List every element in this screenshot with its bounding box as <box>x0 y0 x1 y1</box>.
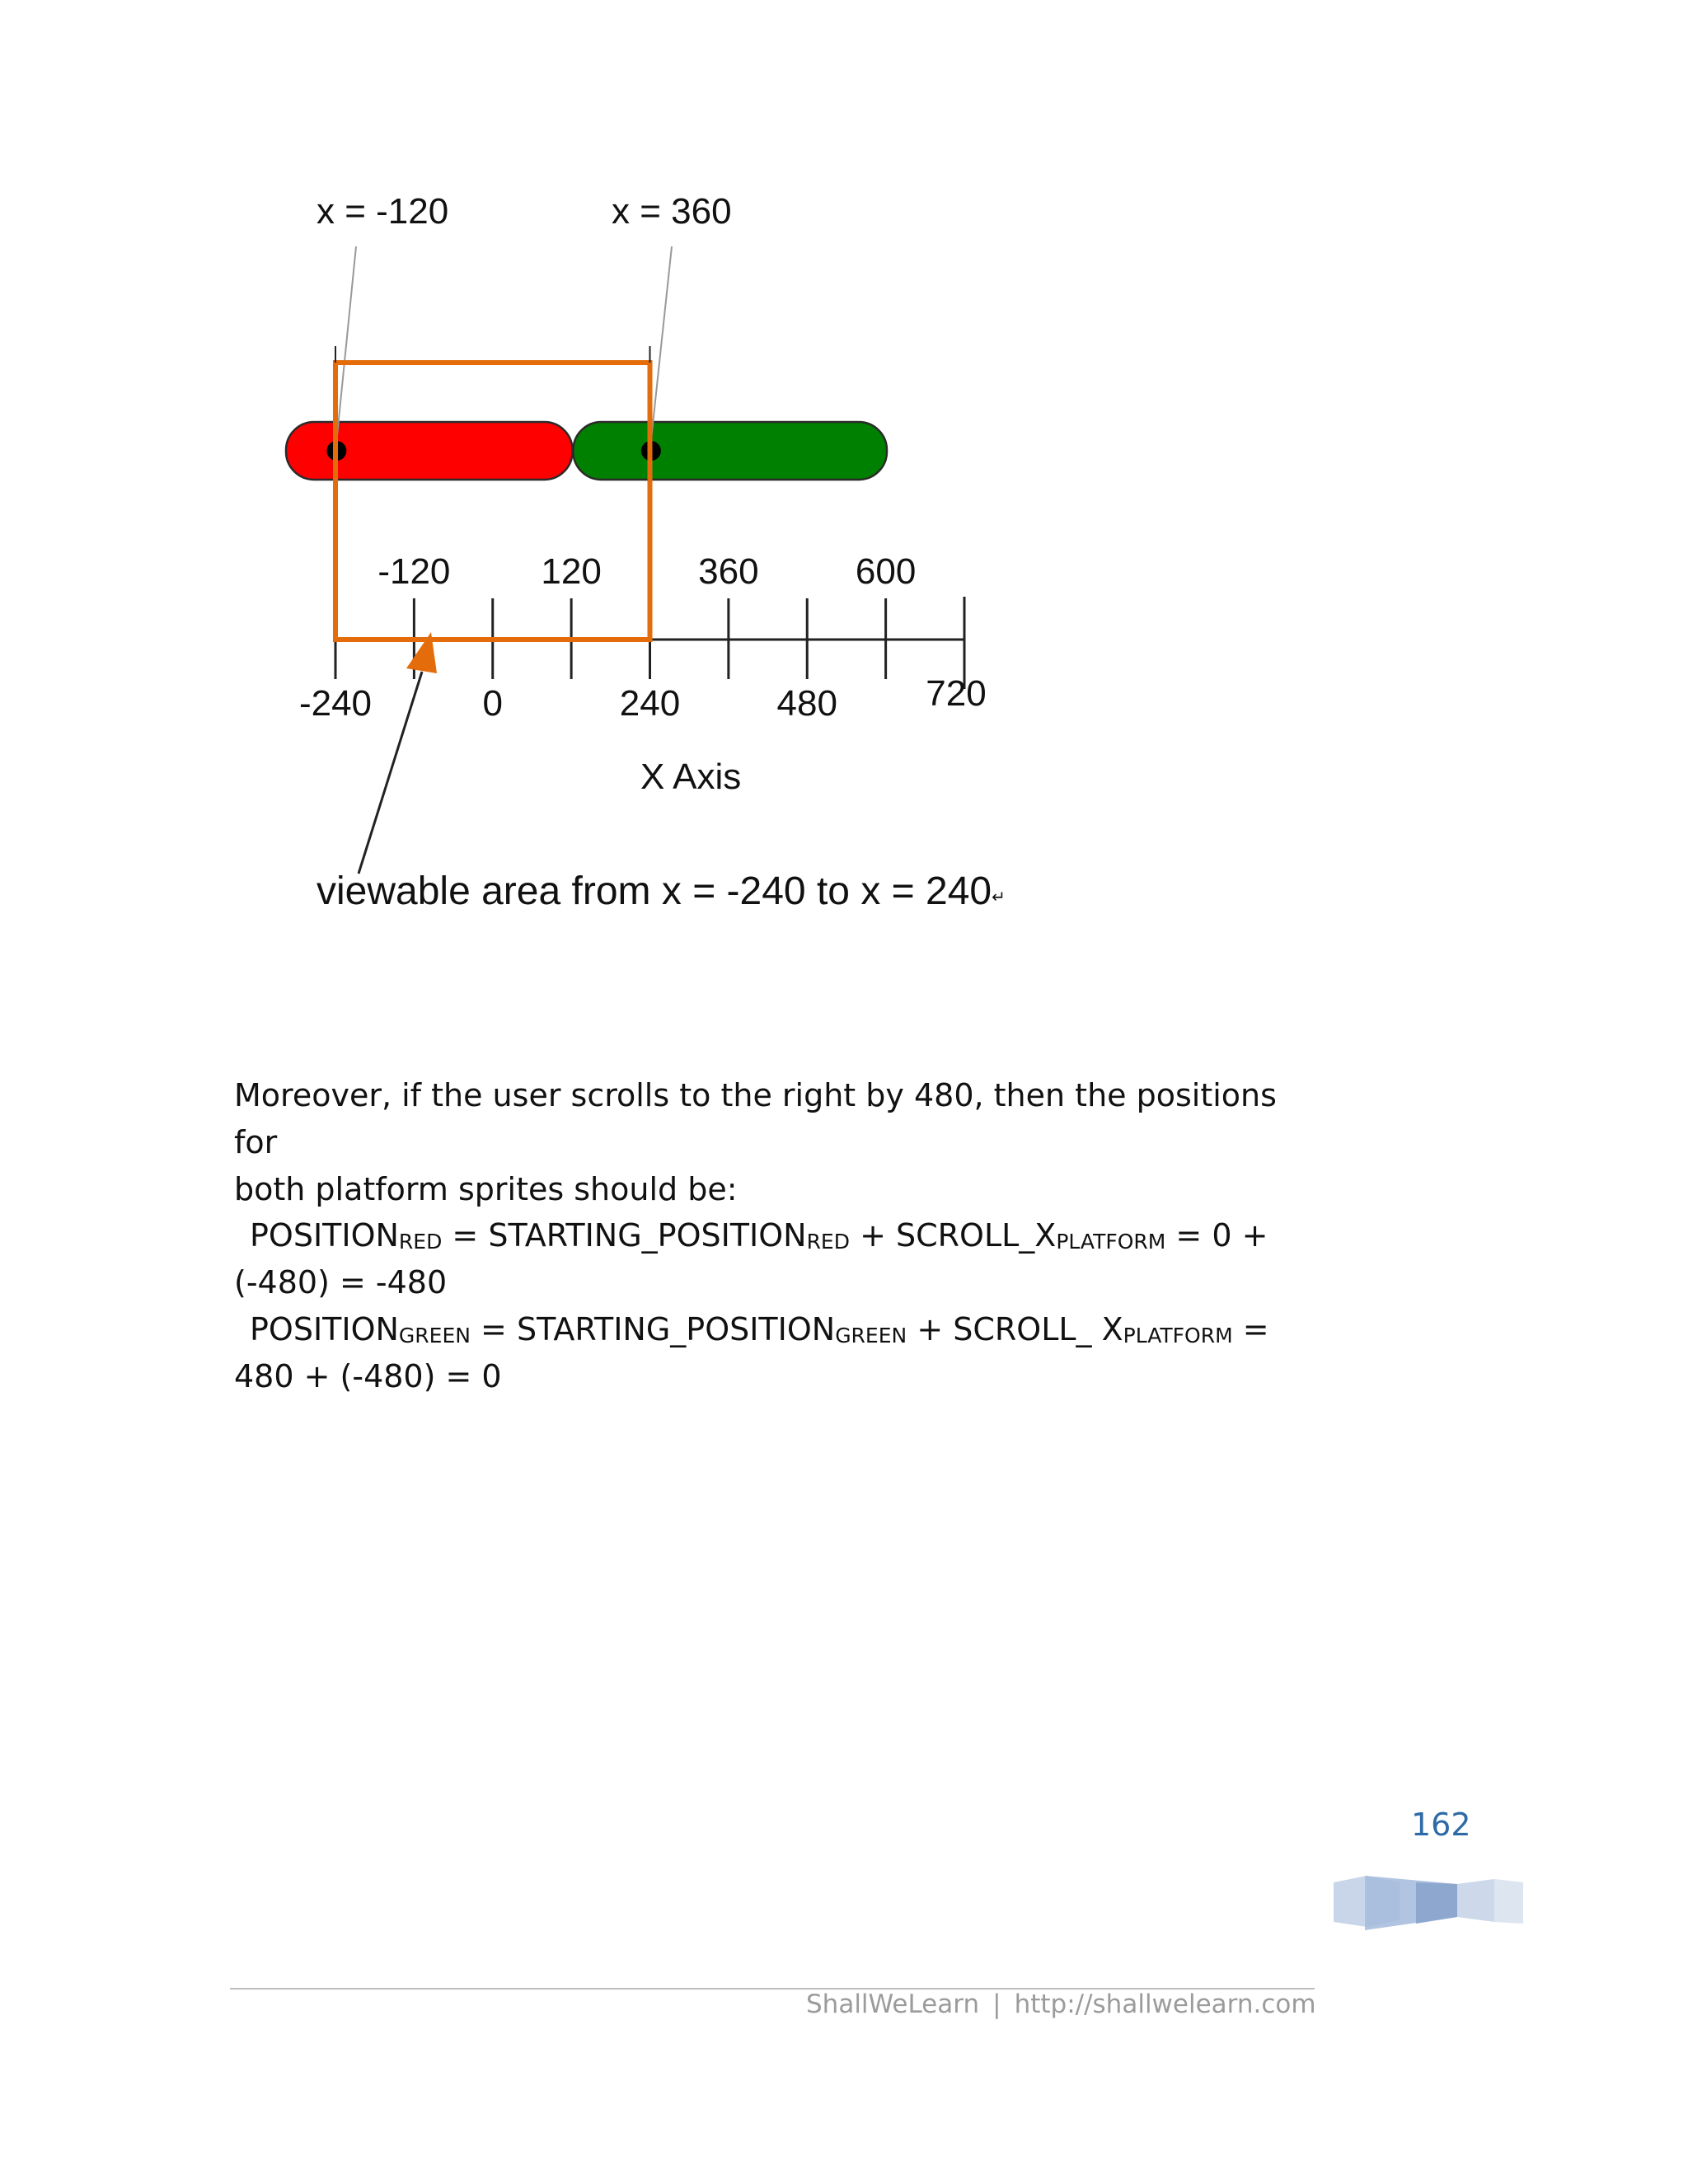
footer-url: http://shallwelearn.com <box>1014 1990 1316 2019</box>
page-tab-decoration <box>1334 1876 1523 1933</box>
eq-red-position-sub: RED <box>398 1230 443 1254</box>
platform-green <box>574 422 888 480</box>
viewable-area-box <box>335 363 650 640</box>
lower-tick-label: 240 <box>619 683 681 724</box>
equation-red <box>234 1212 1314 1306</box>
eq-green-plus: + <box>907 1311 954 1347</box>
upper-tick-label: 360 <box>698 551 759 592</box>
eq-red-equals: = <box>442 1217 489 1254</box>
eq-red-starting: STARTING_POSITION <box>488 1217 807 1254</box>
eq-red-plus: + <box>849 1217 896 1254</box>
lower-tick-label: -240 <box>298 683 373 724</box>
caption-text: viewable area from x = -240 to x = 240 <box>316 869 992 913</box>
equation-green <box>234 1306 1314 1400</box>
eq-red-line-2: (-480) = -480 <box>234 1264 448 1301</box>
callout-label: x = 360 <box>612 191 732 232</box>
upper-tick-label: 600 <box>855 551 917 592</box>
upper-tick-label: -120 <box>377 551 451 592</box>
figure-caption <box>316 869 1006 913</box>
platform-position-diagram <box>231 177 1006 935</box>
eq-green-tail: = <box>1232 1311 1269 1347</box>
eq-green-scroll-sub: PLATFORM <box>1123 1324 1233 1347</box>
callout-leader <box>336 246 356 441</box>
eq-green-position: POSITION <box>250 1311 399 1347</box>
eq-green-starting: STARTING_POSITION <box>516 1311 836 1347</box>
page-footer <box>806 1990 1316 2019</box>
axis-title: X Axis <box>640 757 742 797</box>
eq-green-scroll: SCROLL_ X <box>953 1311 1123 1347</box>
diagram-canvas <box>231 177 1006 935</box>
intro-line-2: both platform sprites should be: <box>234 1171 738 1207</box>
eq-red-tail: = 0 + <box>1165 1217 1268 1254</box>
lower-tick-label: 480 <box>776 683 837 724</box>
footer-separator: | <box>992 1990 1001 2019</box>
return-mark: ↵ <box>992 888 1006 907</box>
footer-site-name: ShallWeLearn <box>806 1990 980 2019</box>
callout-leader <box>651 246 672 441</box>
eq-red-starting-sub: RED <box>806 1230 850 1254</box>
eq-red-position: POSITION <box>250 1217 399 1254</box>
upper-tick-label: 120 <box>541 551 602 592</box>
page-number: 162 <box>1411 1807 1471 1843</box>
eq-green-equals: = <box>470 1311 517 1347</box>
eq-red-scroll: SCROLL_X <box>895 1217 1057 1254</box>
eq-green-line-2: 480 + (-480) = 0 <box>234 1358 502 1394</box>
intro-line-1: Moreover, if the user scrolls to the right by 480, then the positions for <box>234 1077 1277 1160</box>
eq-green-starting-sub: GREEN <box>835 1324 907 1347</box>
eq-green-position-sub: GREEN <box>398 1324 471 1347</box>
eq-red-scroll-sub: PLATFORM <box>1056 1230 1166 1254</box>
lower-tick-label: 720 <box>926 673 987 714</box>
lower-tick-label: 0 <box>482 683 503 724</box>
callout-label: x = -120 <box>316 191 449 232</box>
intro-paragraph <box>234 1072 1314 1213</box>
